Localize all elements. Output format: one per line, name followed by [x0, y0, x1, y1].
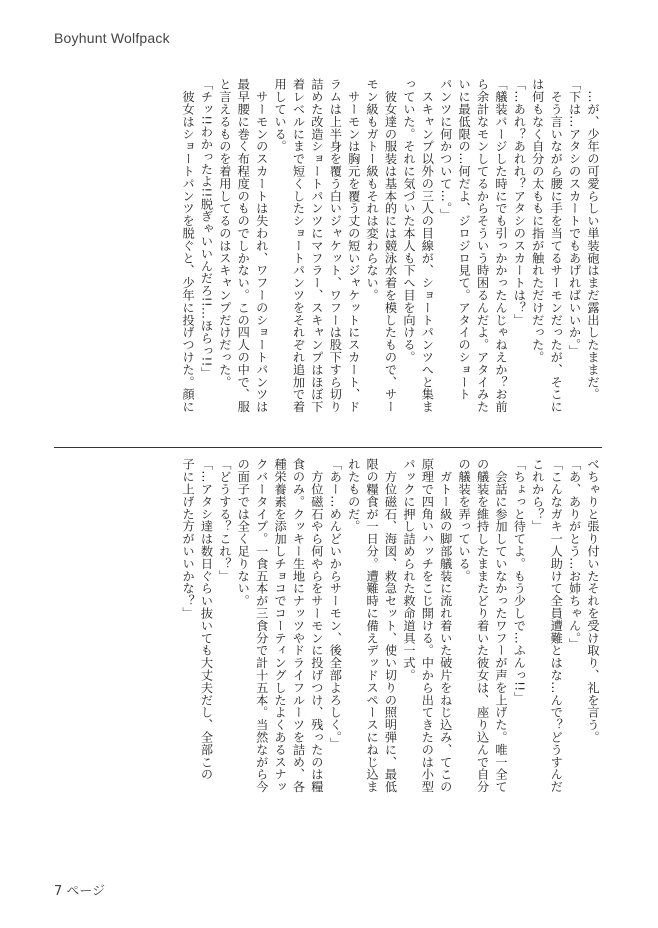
- text-line: …が、少年の可愛らしい単装砲はまだ露出したままだ。: [586, 78, 600, 401]
- top-text-column: [54, 78, 602, 438]
- bottom-text-column: [54, 458, 602, 828]
- text-line: そう言いながら腰に手を当てるサーモンだったが、そこに: [549, 78, 564, 413]
- text-line: 方位磁石やら何やらをサーモンに投げつけ、残ったのは糧: [309, 458, 324, 793]
- text-line: 限の糧食が一日分。遭難時に備えデッドスペースにねじ込ま: [365, 458, 380, 793]
- text-line: の艤装を維持したままたどり着いた彼女は、座り込んで自分: [475, 458, 490, 793]
- text-line: っていた。それに気づいた本人も下へ目を向ける。: [401, 78, 416, 364]
- text-line: 会話に参加していなかったワフーが声を上げた。唯一全て: [493, 458, 508, 793]
- text-line: 「ちょっと待てよ。もう少しで…ふんっ!!」: [512, 458, 527, 704]
- text-line: 「こんなガキ一人助けて全員遭難とはな…んで？どうすんだ: [549, 458, 564, 793]
- text-line: 「チッ!!わかったよ!!脱ぎゃいいんだろ!!…ほらっ!!」: [199, 78, 214, 380]
- text-line: これから？」: [530, 458, 545, 533]
- text-line: パックに押し詰められた救命道具一式。: [401, 458, 416, 682]
- text-line: パンツに何かついて…。」: [438, 78, 453, 221]
- text-line: 原理で四角いハッチをこじ開ける。中から出てきたのは小型: [420, 458, 435, 793]
- column-divider: [54, 447, 602, 448]
- text-line: の艤装を弄っている。: [457, 458, 472, 582]
- text-line: べちゃりと張り付いたそれを受け取り、礼を言う。: [586, 458, 600, 744]
- text-line: 「あ、ありがとう…お姉ちゃん。」: [567, 458, 582, 651]
- text-line: 詰めた改造ショートパンツにマフラー、スキャンプはほぼ下: [309, 78, 324, 413]
- text-line: ガトー級の脚部艤装に流れ着いた破片をねじ込み、てこの: [438, 458, 453, 793]
- text-line: 「…あれ？あれれ？アタシのスカートは？」: [512, 78, 527, 326]
- text-line: 食のみ。クッキー生地にナッツやドライフルーツを詰め、各: [291, 458, 306, 793]
- text-line: 「あー…めんどいからサーモン、後全部よろしく。」: [328, 458, 343, 750]
- text-line: 最早腰に巻く布程度のものでしかない。この四人の中で、服: [236, 78, 251, 413]
- page-number: 7 ページ: [54, 884, 106, 899]
- text-line: 着レベルにまで短くしたショートパンツをそれぞれ追加で着: [291, 78, 306, 413]
- text-line: スキャンプ以外の三人の目線が、ショートパンツへと集ま: [420, 78, 435, 413]
- text-line: 「下は…アタシのスカートでもあげればいいか。」: [567, 78, 582, 358]
- text-line: ラムは上半身を覆う白いジャケット、ワフーは股下すら切り: [328, 78, 343, 413]
- text-line: と言えるものを着用してるのはスキャンプだけだった。: [217, 78, 232, 388]
- text-line: は何もなく自分の太ももに指が触れただけだった。: [530, 78, 545, 364]
- text-line: 用している。: [273, 78, 288, 153]
- text-line: 子に上げた方がいいかな？」: [181, 458, 196, 620]
- text-line: ら余計なモンしてるからそういう時困るんだよ。アタイみた: [475, 78, 490, 413]
- text-line: サーモンのスカートは失われ、ワフーのショートパンツは: [254, 78, 269, 413]
- page-header-title: Boyhunt Wolfpack: [54, 30, 170, 46]
- text-line: 「艤装パージした時にでも引っかかったんじゃねえか？お前: [493, 78, 508, 413]
- text-line: 「…アタシ達は数日ぐらい抜いても大丈夫だし、全部この: [199, 458, 214, 781]
- text-line: いに最低限の…何だよ、ジロジロ見て。アタイのショート: [457, 78, 472, 401]
- text-line: モン級もガトー級もそれは変わらない。: [365, 78, 380, 302]
- text-line: 種栄養素を添加しチョコでコーティングしたよくあるスナッ: [273, 458, 288, 793]
- text-line: の面子では全く足りない。: [236, 458, 251, 607]
- text-line: クバータイプ。一食五本が三食分で計十五本。当然ながら今: [254, 458, 269, 793]
- text-line: 方位磁石、海図、救急セット、使い切りの照明弾に、最低: [383, 458, 398, 793]
- text-line: 彼女はショートパンツを脱ぐと、少年に投げつけた。顔に: [181, 78, 196, 413]
- text-line: サーモンは胸元を覆う丈の短いジャケットにスカート、ド: [346, 78, 361, 413]
- text-line: 彼女達の服装は基本的には競泳水着を模したもので、サー: [383, 78, 398, 413]
- text-line: れたものだ。: [346, 458, 361, 533]
- text-line: 「どうする？これ？」: [217, 458, 232, 582]
